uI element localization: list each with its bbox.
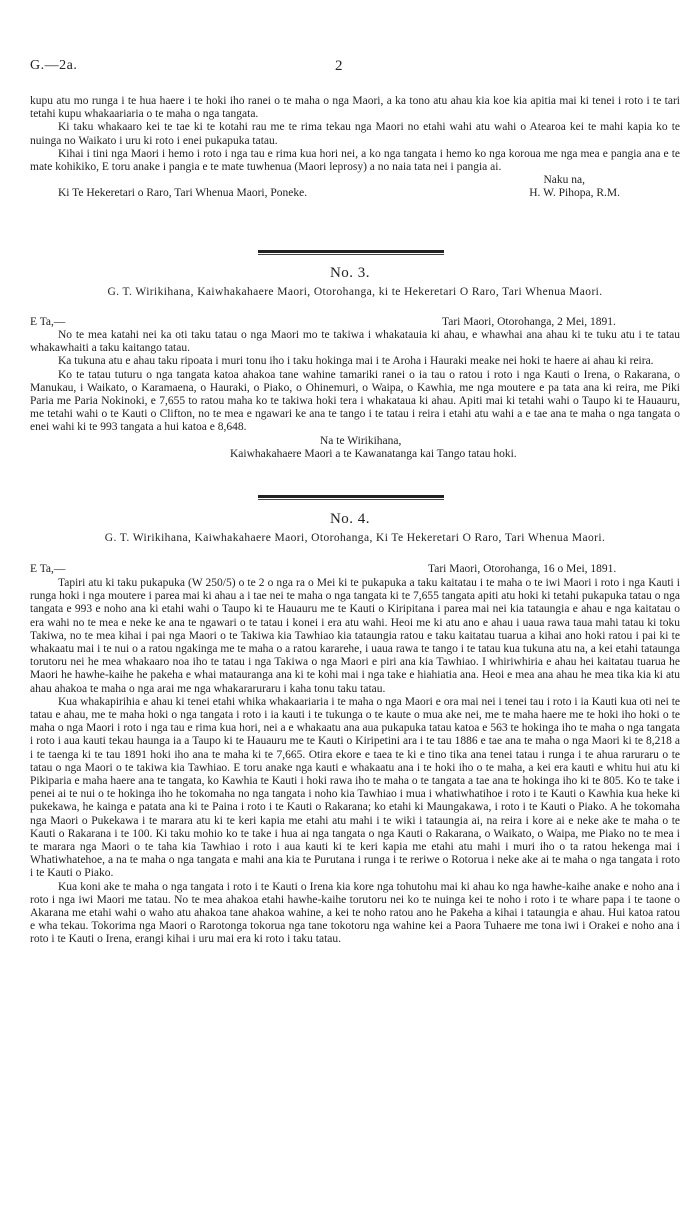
no3-paragraph-3: Ko te tatau tuturu o nga tangata katoa ahakoa tane wahine tamariki ranei o ia tau o ratou i roto i nga Kauti o Irena, o Rakarana, o Manukau, i Waikato, o Karamaena, o Hauraki, o Piako, o Ohinemuri, o Waipa, o Kawhia, me nga moutere e pa tata ana ki reira, me Piki Paria me Paria Nokinoki, e 7,655 to ratou maha ko te takiwa hoki tera i whakataua ki ahau. Apiti mai ki tetahi wahi o Taupo ki te Hauauru, me tetahi wahi o te Kauti o Clifton, no te mea e ngawari ke ana te tango i te tatau i reira i etahi atu wahi a e tae ana te maha o nga tangata o enei wahi ki te 993 tangata a hui katoa e 8,648. [30, 368, 680, 434]
no3-paragraph-2: Ka tukuna atu e ahau taku ripoata i muri tonu iho i taku hokinga mai i te Aroha i Hauraki meake nei hoki te haere ai ahau ki reira. [58, 355, 654, 368]
intro-signoff: Naku na, [543, 174, 585, 187]
section-divider-rule [258, 250, 444, 253]
no3-signature: Kaiwhakahaere Maori a te Kawanatanga kai Tango tatau hoki. [230, 447, 517, 460]
section-divider-rule [258, 495, 444, 498]
section-heading-no3: No. 3. [329, 265, 371, 281]
intro-paragraph-1: kupu atu mo runga i te hua haere i te hoki iho ranei o te maha o nga Maori, a ka tono atu ahau kia koe kia apitia mai ki tenei i roto i te tari tetahi kupu whakaariaria o te maha o nga tangata. [30, 95, 680, 121]
no4-paragraph-2: Kua whakapirihia e ahau ki tenei etahi whika whakaariaria i te maha o nga Maori e ora mai nei i tenei tau i roto i ia Kauti kua oti nei te tatau e ahau, me te maha hoki o nga tangata i roto i ia kauti i te tukunga o te kaute o mua ake nei, me te maha haere me te hoki iho hoki o te maha o nga Maori i roto i nga tau e rima kua hori, nei a e whakaatu ana aua pukapuka tatau katoa e 563 te hokinga iho te maha o nga tangata i roto i aua kauti tekau haunga ia a Taupo ki te Hauauru me te Kauti o Kiripetini ara i te tau 1886 e tae ana te maha o nga Maori ki te 8,218 a i te taenga ki te tau 1891 hoki iho ana te maha ki te 7,665. Otira ekore e taea te ki e tino tika ana tenei tatau i runga i te ahua raruraru o te tatau o nga Maori o te takiwa kia Tawhiao. E toru anake nga kauti e whakaatu ana i te hoki iho o te maha, a kei era kauti e whitu hui atu ki Pikiparia e maha haere ana te tangata, ko Kawhia te Kauti i hoki rawa iho te maha o te tangata a tae ana te hokinga iho ki te 805. Ko te take i penei ai te nui o te hokinga iho he tokomaha no nga tangata i noho kia Tawhiao i mua i whatiwhatihoe i roto i te Kauti o Kawhia kua heke ki pukekawa, he kainga e patata ana ki te Paina i roto i te Kauti o Rakarana; ko etahi ki Maungakawa, i roto i te Kauti o Piako. A he tokomaha nga Maori o Pukekawa i te marara atu ki te keri kapia me etahi atu mahi i te wiki i tataungia ai, na reira i kore ai e neke ake te maha o te Kauti o Rakarana i te 100. Ki taku mohio ko te take i hua ai nga tangata o nga Kauti o Rakarana, o Waikato, o Waipa, me Piako no te mea i te marara nga Maori o te taha kia Tawhiao i roto i aua kauti ki te keri kapia me etahi atu mahi i muri iho o ta ratou hekenga mai i Whatiwhatehoe, a na te maha o nga tangata e mahi ana kia te Purutana i runga i te reriwe o Rotorua i neke ake ai te maha o nga tangata i roto i te Kauti o Piako. [30, 695, 680, 880]
no3-paragraph-1: No te mea katahi nei ka oti taku tatau o nga Maori mo te takiwa i whakatauia ki ahau, e whawhai ana ahau ki te tuku atu i te tatau whakawhaiti a taku kaitango tatau. [30, 329, 680, 355]
intro-paragraph-2: Ki taku whakaaro kei te tae ki te kotahi rau me te rima tekau nga Maori no etahi wahi atu wahi o Atearoa kei te mahi kapia ko te nuinga no Waikato i uru ki roto i enei pukapuka tatau. [30, 121, 680, 147]
section-heading-no4: No. 4. [329, 511, 371, 527]
intro-recipient: Ki Te Hekeretari o Raro, Tari Whenua Maori, Poneke. [58, 187, 308, 200]
salutation-no3: E Ta,— [30, 316, 66, 328]
intro-letter-continuation [30, 95, 680, 201]
place-date-no4: Tari Maori, Otorohanga, 16 o Mei, 1891. [428, 563, 617, 575]
letter-title-no4: G. T. Wirikihana, Kaiwhakahaere Maori, Otorohanga, Ki Te Hekeretari O Raro, Tari Whenua Maori. [104, 532, 606, 544]
letter-body-no4 [30, 577, 680, 947]
page-header-reference: G.—2a. [30, 58, 78, 73]
letter-title-no3: G. T. Wirikihana, Kaiwhakahaere Maori, Otorohanga, ki te Hekeretari O Raro, Tari Whenua Maori. [107, 286, 603, 298]
intro-signature: H. W. Pihopa, R.M. [529, 187, 620, 200]
salutation-row-no3 [30, 316, 680, 329]
intro-signature-row [30, 187, 680, 200]
page-number: 2 [335, 58, 343, 74]
intro-signoff-row [30, 174, 680, 187]
place-date-no3: Tari Maori, Otorohanga, 2 Mei, 1891. [442, 316, 616, 328]
no4-paragraph-3: Kua koni ake te maha o nga tangata i roto i te Kauti o Irena kia kore nga tohutohu mai ki ahau ko nga hawhe-kaihe anake e noho ana i roto i nga iwi Maori me tatau. No te mea ahakoa etahi hawhe-kaihe torutoru nei ko te nuinga kei te noho i roto i te whare papa i te taone o Akarana me etahi wahi o waho atu ahakoa tane ahakoa wahine, a kei te noho ratou ano he Pakeha a kihai i tataungia e ahau. Hui katoa ratou e wha tekau. Tokorima nga Maori o Rarotonga tokorua nga tane tokotoru nga wahine kei a Paora Tuhaere me tona iwi i Orakei e noho ana i roto i te Kauti o Irena, erangi kihai i uru mai era ki roto i taku tatau. [30, 880, 680, 946]
salutation-no4: E Ta,— [30, 563, 66, 575]
letter-body-no3 [30, 329, 680, 461]
intro-paragraph-3: Kihai i tini nga Maori i hemo i roto i nga tau e rima kua hori nei, a ko nga tangata i hemo ko nga koroua me nga mea e pangia ana e te mate kohikiko, E toru anake i pangia e te mate tuwhenua (Maori leprosy) a no naia tata nei i pangia ai. [30, 147, 680, 174]
no4-paragraph-1: Tapiri atu ki taku pukapuka (W 250/5) o te 2 o nga ra o Mei ki te pukapuka a taku kaitatau i te maha o te iwi Maori i roto i nga Kauti i runga hoki i nga moutere i parea mai ki ahau a i tae nei te maha o nga tangata ki te 7,655 tangata apiti atu hoki ki tetahi pukapuka tatau o nga tangata e 993 e noho ana ki etahi wahi o Taupo ki te Hauauru me te Kauti o Kiripitana i parea mai nei kia tataungia e ahau e nga kaitatau o era wahi no te mea e neke ke ana te ngawari o te tatau i konei i era atu wahi. Heoi me ki atu ano e ahau i uaua rawa taua mahi tatau ki toku Takiwa, no te mea kihai i pai nga Maori o te Takiwa kia Tawhiao kia tataungia ratou e taku kaitatau tuarua a kihai ano hoki ratou i pai ki te whakaatu mai i te nui o a ratou ngakinga me te maha o a ratou kararehe, i uaua rawa te tango i te tatau kua tukuna atu na, a kei etahi tataunga torutoru nei he mea whakaaro noa iho te tatau i nga Takiwa o nga Maori e piri ana kia Tawhiao. I whiriwhiria e ahau hei kaitatau tuarua he Maori he hawhe-kaihe he pakeha e whai matauranga ana ki te kohi mai i nga take e hiahiatia ana. Heoi e mea ana ahau he mea tika kia ki atu ahau ahakoa te maha o nga arai me nga whakararuraru i kaha tonu taku tatau. [30, 577, 680, 695]
salutation-row-no4 [30, 563, 680, 576]
no3-signoff: Na te Wirikihana, [320, 434, 402, 447]
